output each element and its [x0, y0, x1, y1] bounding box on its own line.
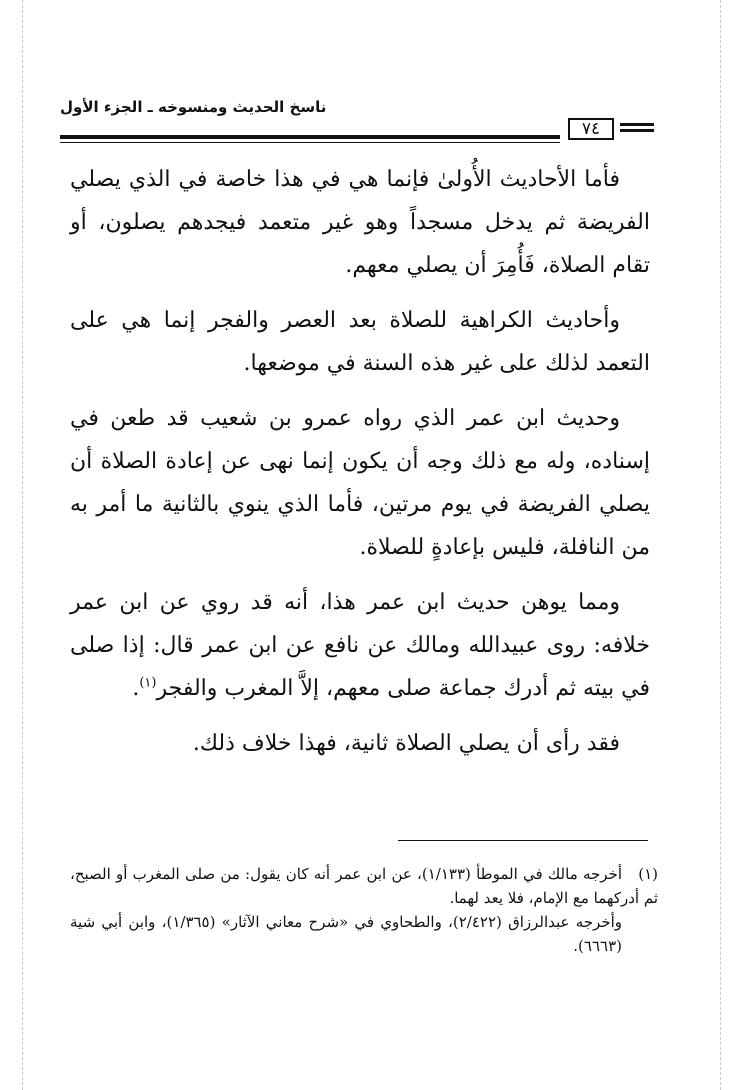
paragraph-4-text: ومما يوهن حديث ابن عمر هذا، أنه قد روي عن ابن عمر خلافه: روى عبيدالله ومالك عن نافع عن ابن عمر قال: إذا صلى في بيته ثم أدرك جماعة صلى معهم، إلاَّ المغرب والفجر — [70, 590, 650, 701]
main-text — [70, 158, 650, 777]
paragraph-3: وحديث ابن عمر الذي رواه عمرو بن شعيب قد طعن في إسناده، وله مع ذلك وجه أن يكون إنما نهى عن إعادة الصلاة أن يصلي الفريضة في يوم مرتين، فأما الذي ينوي بالثانية ما أمر به من النافلة، فليس بإعادةٍ للصلاة. — [70, 406, 650, 560]
page-number: ٧٤ — [568, 118, 614, 140]
header-rule-thin — [60, 142, 560, 143]
footnote-continuation: وأخرجه عبدالرزاق (٢/٤٢٢)، والطحاوي في «شرح معاني الآثار» (١/٣٦٥)، وابن أبي شية (٦٦٦٣). — [70, 913, 622, 955]
paragraph-5: فقد رأى أن يصلي الصلاة ثانية، فهذا خلاف ذلك. — [192, 731, 620, 756]
footnote-number: (١) — [638, 865, 658, 883]
footnote-text-1: أخرجه مالك في الموطأ (١/١٣٣)، عن ابن عمر أنه كان يقول: من صلى المغرب أو الصبح، ثم أدركهما مع الإمام، فلا يعد لهما. — [70, 865, 658, 907]
footnote-1 — [70, 862, 658, 910]
page-number-ornament — [620, 123, 654, 135]
margin-guide-right — [720, 0, 721, 1090]
footnote-reference[interactable]: (١) — [139, 675, 157, 691]
footnote-separator — [398, 840, 648, 841]
footnotes — [70, 862, 658, 958]
paragraph-4-end: . — [132, 676, 140, 701]
paragraph-2: وأحاديث الكراهية للصلاة بعد العصر والفجر إنما هي على التعمد لذلك على غير هذه السنة في موضعها. — [70, 308, 650, 376]
running-title: ناسخ الحديث ومنسوخه ـ الجزء الأول — [60, 98, 327, 116]
header-rule-thick — [60, 135, 560, 139]
page-header — [60, 98, 660, 148]
paragraph-1: فأما الأحاديث الأُولىٰ فإنما هي في هذا خاصة في الذي يصلي الفريضة ثم يدخل مسجداً وهو غير متعمد فيجدهم يصلون، أو تقام الصلاة، فَأُمِرَ أن يصلي معهم. — [70, 167, 650, 278]
margin-guide-left — [22, 0, 23, 1090]
paragraph-4 — [70, 581, 650, 710]
